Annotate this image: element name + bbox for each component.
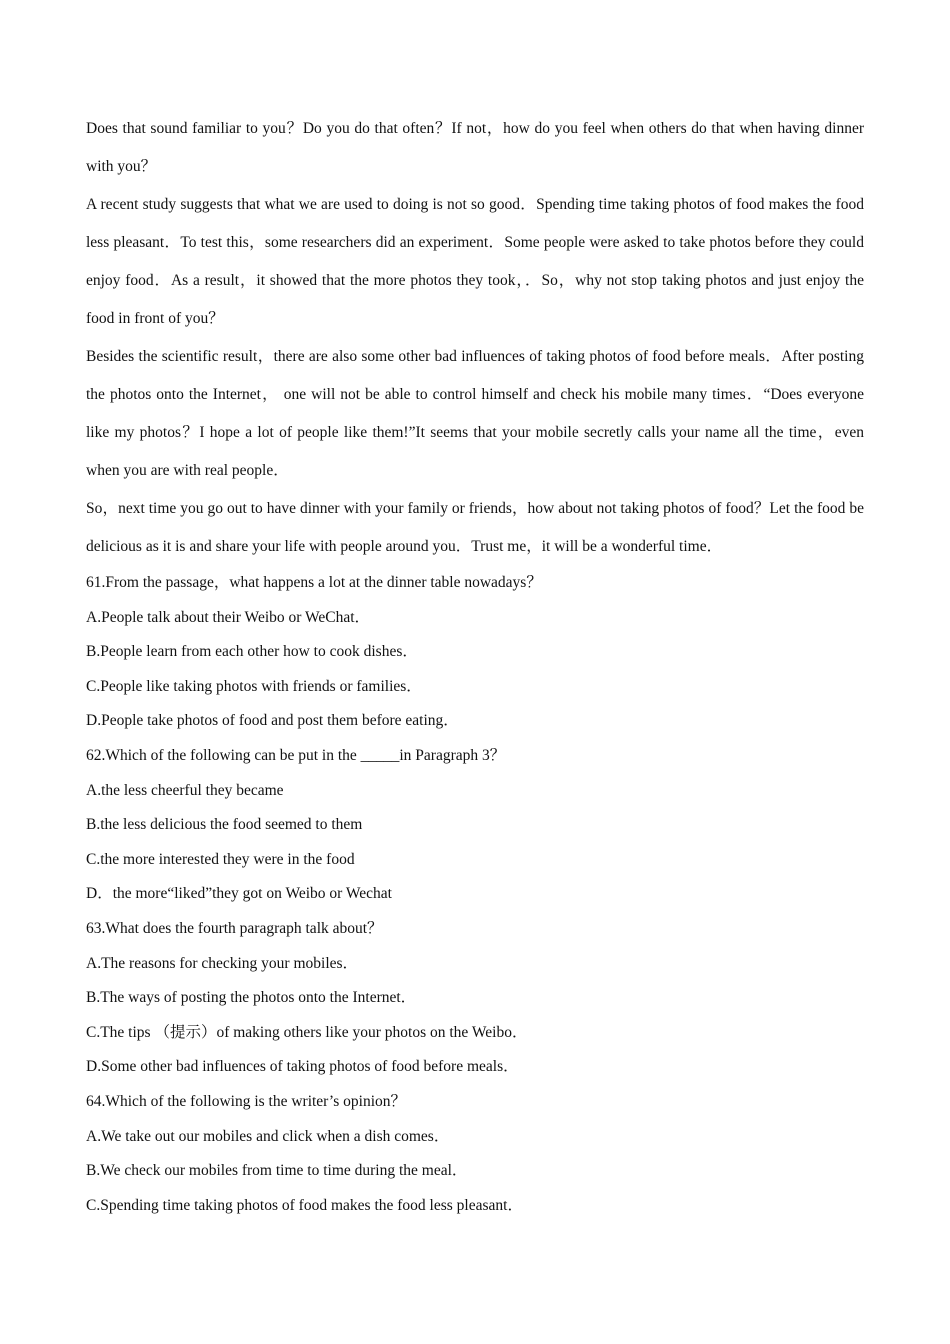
question-63 bbox=[86, 912, 864, 1085]
option-b: B.the less delicious the food seemed to them bbox=[86, 816, 363, 834]
paragraph-1: Does that sound familiar to you？Do you do that often？If not，how do you feel when others do that when having dinner with you？ bbox=[86, 120, 864, 175]
option-d: D.Some other bad influences of taking photos of food before meals． bbox=[86, 1058, 519, 1076]
option-c: C.The tips （提示）of making others like your photos on the Weibo． bbox=[86, 1023, 528, 1041]
question-62 bbox=[86, 739, 864, 912]
paragraph-3: Besides the scientific result，there are also some other bad influences of taking photos of food before meals．After posting the photos onto the Internet， one will not be able to control himself and check his mobile many times．“Does everyone like my photos？I hope a lot of people like them!”It seems that your mobile secretly calls your name all the time，even when you are with real people． bbox=[86, 348, 864, 479]
question-stem: 64.Which of the following is the writer’s opinion？ bbox=[86, 1092, 406, 1110]
question-stem: 62.Which of the following can be put in the _____in Paragraph 3？ bbox=[86, 746, 506, 764]
option-d: D.People take photos of food and post them before eating． bbox=[86, 712, 459, 730]
question-stem: 63.What does the fourth paragraph talk about？ bbox=[86, 919, 383, 937]
option-a: A.People talk about their Weibo or WeChat． bbox=[86, 608, 371, 626]
question-64 bbox=[86, 1085, 864, 1223]
option-a: A.We take out our mobiles and click when a dish comes． bbox=[86, 1127, 450, 1145]
paragraph-4: So，next time you go out to have dinner with your family or friends，how about not taking photos of food？Let the food be delicious as it is and share your life with people around you．Trust me，it will be a wonderful time． bbox=[86, 500, 864, 555]
question-stem: 61.From the passage，what happens a lot at the dinner table nowadays？ bbox=[86, 574, 542, 591]
option-b: B.People learn from each other how to cook dishes． bbox=[86, 643, 418, 661]
option-c: C.the more interested they were in the food bbox=[86, 850, 355, 868]
question-61 bbox=[86, 566, 864, 739]
option-d: D．the more“liked”they got on Weibo or Wechat bbox=[86, 885, 392, 903]
option-a: A.the less cheerful they became bbox=[86, 781, 284, 799]
option-c: C.People like taking photos with friends or families． bbox=[86, 677, 422, 695]
paragraph-2: A recent study suggests that what we are used to doing is not so good．Spending time taking photos of food makes the food less pleasant．To test this，some researchers did an experiment．Some people were asked to take photos before they could enjoy food．As a result，it showed that the more photos they took，．So，why not stop taking photos and just enjoy the food in front of you？ bbox=[86, 196, 864, 327]
document-page bbox=[86, 110, 864, 1223]
option-b: B.The ways of posting the photos onto the Internet． bbox=[86, 989, 417, 1007]
option-c: C.Spending time taking photos of food makes the food less pleasant． bbox=[86, 1196, 523, 1214]
option-a: A.The reasons for checking your mobiles． bbox=[86, 954, 359, 972]
option-b: B.We check our mobiles from time to time during the meal． bbox=[86, 1162, 468, 1180]
